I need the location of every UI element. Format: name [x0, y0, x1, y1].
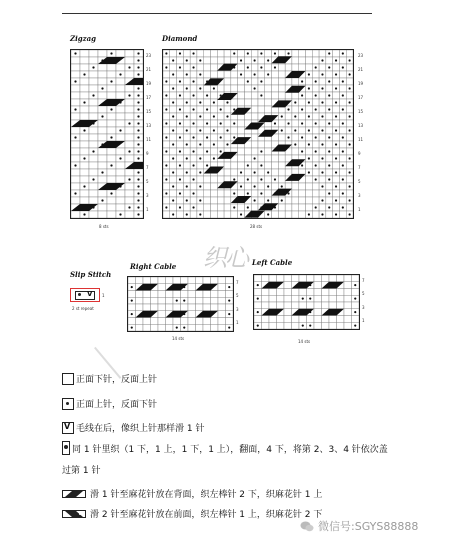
legend-item-bobble-cont	[62, 463, 100, 476]
legend-text: 正面上针，反面下针	[76, 400, 158, 410]
row-number: 3	[358, 193, 361, 198]
left-cable-icon	[62, 510, 86, 518]
right-cable-title: Right Cable	[130, 262, 177, 271]
row-number: 3	[236, 306, 239, 312]
slip-v-icon	[62, 422, 74, 434]
left-cable-chart-grid	[253, 274, 360, 330]
g-diamond-svg	[163, 50, 353, 218]
dot-square-icon	[62, 398, 74, 410]
row-number: 7	[236, 279, 239, 285]
wechat-icon	[300, 521, 314, 532]
diamond-stitch-count: 28 sts	[250, 224, 263, 229]
left-cable-title: Left Cable	[252, 258, 293, 267]
legend-item-slip	[62, 421, 204, 434]
legend-item-left-cable	[62, 507, 322, 520]
zigzag-stitch-count: 8 sts	[99, 224, 109, 229]
row-number: 13	[146, 123, 152, 128]
zigzag-chart-grid	[70, 49, 144, 219]
row-number: 23	[358, 53, 364, 58]
right-cable-stitch-count: 14 sts	[172, 336, 185, 341]
legend-text: 毛线在后，像织上针那样滑 1 针	[76, 424, 205, 434]
g-lcable-svg	[254, 275, 359, 329]
watermark-logo: 织心	[203, 244, 247, 272]
legend-text: 滑 2 针至麻花针放在前面，织左棒针 1 上，织麻花针 2 下	[90, 510, 323, 520]
empty-square-icon	[62, 373, 74, 385]
row-number: 21	[146, 67, 152, 72]
legend-item-bobble	[62, 441, 388, 455]
row-number: 11	[358, 137, 364, 142]
row-number: 19	[358, 81, 364, 86]
row-number: 3	[362, 304, 365, 310]
right-cable-icon	[62, 490, 86, 498]
row-number: 17	[146, 95, 152, 100]
row-number: 1	[362, 318, 365, 324]
legend-item-knit	[62, 372, 157, 385]
row-number: 19	[146, 81, 152, 86]
row-number: 5	[146, 179, 149, 184]
slip-stitch-row-number: 1	[102, 293, 105, 298]
g-zigzag-svg	[71, 50, 143, 218]
row-number: 17	[358, 95, 364, 100]
row-number: 1	[358, 207, 361, 212]
row-number: 5	[236, 293, 239, 299]
row-number: 3	[146, 193, 149, 198]
row-number: 7	[358, 165, 361, 170]
slip-stitch-title: Slip Stitch	[70, 270, 112, 279]
legend-text: 同 1 针里织（1 下，1 上，1 下，1 上），翻面，4 下，将第 2、3、4 针依次盖	[72, 444, 388, 455]
row-number: 1	[146, 207, 149, 212]
row-number: 15	[358, 109, 364, 114]
row-number: 11	[146, 137, 152, 142]
row-number: 1	[236, 320, 239, 326]
right-cable-chart-grid	[127, 276, 234, 332]
bobble-icon	[62, 441, 70, 455]
slip-stitch-grid: V	[75, 291, 95, 300]
row-number: 13	[358, 123, 364, 128]
left-cable-stitch-count: 14 sts	[298, 339, 311, 344]
legend-text: 正面下针，反面上针	[76, 375, 158, 385]
wechat-watermark	[300, 518, 418, 534]
row-number: 15	[146, 109, 152, 114]
legend-text: 过第 1 针	[62, 466, 101, 476]
legend-text: 滑 1 针至麻花针放在背面，织左棒针 2 下，织麻花针 1 上	[90, 490, 323, 500]
diamond-title: Diamond	[162, 34, 198, 43]
slip-stitch-highlight	[70, 288, 100, 302]
zigzag-title: Zigzag	[70, 34, 97, 43]
diamond-chart-grid	[162, 49, 354, 219]
row-number: 7	[146, 165, 149, 170]
legend-item-purl	[62, 397, 157, 410]
row-number: 23	[146, 53, 152, 58]
row-number: 21	[358, 67, 364, 72]
row-number: 9	[358, 151, 361, 156]
slip-stitch-repeat-note: 2 st repeat	[72, 306, 94, 311]
row-number: 5	[358, 179, 361, 184]
legend-item-right-cable	[62, 487, 322, 500]
top-rule	[62, 13, 372, 14]
g-rcable-svg	[128, 277, 233, 331]
wechat-id: 微信号:SGYS88888	[318, 520, 419, 533]
row-number: 7	[362, 277, 365, 283]
row-number: 5	[362, 291, 365, 297]
row-number: 9	[146, 151, 149, 156]
